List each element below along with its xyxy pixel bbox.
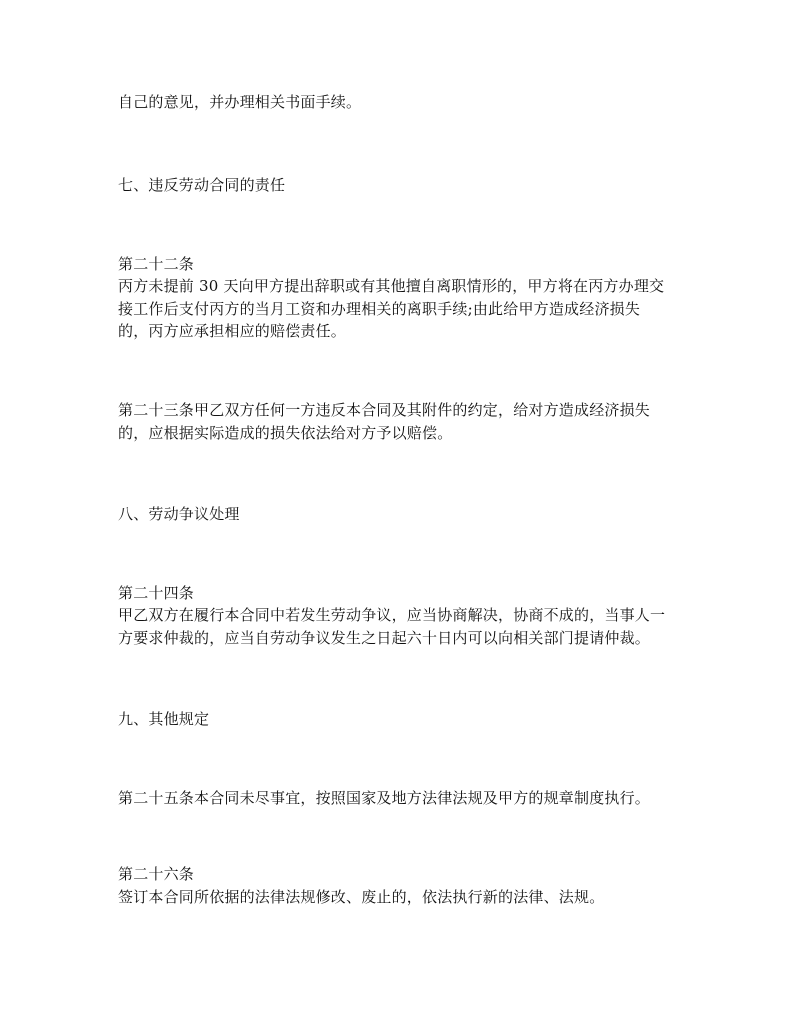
paragraph-line: 的，丙方应承担相应的赔偿责任。 <box>118 322 347 340</box>
paragraph-line: 第二十三条甲乙双方任何一方违反本合同及其附件的约定，给对方造成经济损失 <box>118 401 651 419</box>
paragraph-line: 甲乙双方在履行本合同中若发生劳动争议，应当协商解决，协商不成的，当事人一 <box>118 606 666 624</box>
article-title: 第二十二条 <box>118 255 195 273</box>
paragraph-line: 接工作后支付丙方的当月工资和办理相关的离职手续;由此给甲方造成经济损失 <box>118 300 641 318</box>
section-heading: 八、劳动争议处理 <box>118 505 240 523</box>
paragraph-line: 自己的意见，并办理相关书面手续。 <box>118 93 362 111</box>
paragraph-line: 方要求仲裁的，应当自劳动争议发生之日起六十日内可以向相关部门提请仲裁。 <box>118 629 651 647</box>
paragraph-line: 丙方未提前 30 天向甲方提出辞职或有其他擅自离职情形的，甲方将在丙方办理交 <box>118 277 665 295</box>
paragraph-line: 签订本合同所依据的法律法规修改、废止的，依法执行新的法律、法规。 <box>118 888 605 906</box>
paragraph-line: 的，应根据实际造成的损失依法给对方予以赔偿。 <box>118 424 453 442</box>
article-title: 第二十六条 <box>118 865 195 883</box>
section-heading: 九、其他规定 <box>118 710 210 728</box>
article-title: 第二十四条 <box>118 584 195 602</box>
paragraph-line: 第二十五条本合同未尽事宜，按照国家及地方法律法规及甲方的规章制度执行。 <box>118 789 651 807</box>
section-heading: 七、违反劳动合同的责任 <box>118 176 286 194</box>
